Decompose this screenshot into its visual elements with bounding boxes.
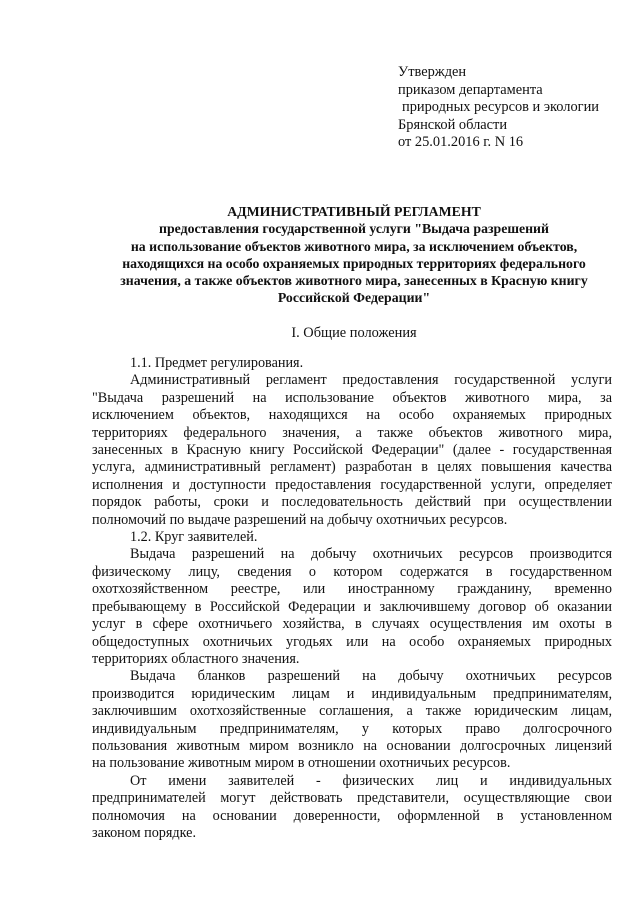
text-line: территориях областного значения. — [92, 650, 300, 667]
text-line: исключением объектов, находящихся на особо охраняемых природных — [92, 407, 612, 424]
text-line: физическому лицу, сведения о котором содержатся в государственном — [92, 563, 612, 580]
text-line: законом порядке. — [92, 824, 197, 841]
subsection-heading: 1.2. Круг заявителей. — [130, 529, 258, 546]
text-line: Выдача разрешений на добычу охотничьих ресурсов производится — [130, 546, 612, 563]
title-line: находящихся на особо охраняемых природных территориях федерального — [122, 255, 586, 271]
text-line: От имени заявителей - физических лиц и индивидуальных — [130, 772, 612, 789]
approval-line: приказом департамента — [398, 81, 543, 98]
body-text — [92, 355, 612, 842]
text-line: территориях федерального значения, а также объектов животного мира, — [92, 424, 612, 441]
approval-line: Утвержден — [398, 64, 467, 80]
approval-stamp — [398, 64, 628, 152]
text-line: предпринимателей могут действовать представители, осуществляющие свои — [92, 790, 612, 807]
title-line: значения, а также объектов животного мира, занесенных в Красную книгу — [120, 273, 588, 289]
text-line: пользования животным миром возникло на основании долгосрочных лицензий — [92, 737, 612, 754]
text-line: услуг в сфере охотничьего хозяйства, в случаях осуществления им охоты в — [92, 616, 612, 633]
title-line: на использование объектов животного мира, за исключением объектов, — [130, 238, 578, 254]
text-line: общедоступных охотничьих угодьях или на особо охраняемых природных — [92, 633, 612, 650]
approval-line: Брянской области — [398, 116, 508, 133]
text-line: пребывающему в Российской Федерации и заключившему договор об оказании — [92, 598, 612, 615]
text-line: полномочий по выдаче разрешений на добычу охотничьих ресурсов. — [92, 511, 508, 528]
text-line: производится юридическим лицам и индивидуальным предпринимателям, — [92, 685, 612, 702]
text-line: "Выдача разрешений на использование объектов животного мира, за — [92, 389, 612, 406]
section-heading: I. Общие положения — [291, 325, 417, 341]
text-line: заключившим охотхозяйственные соглашения, а также юридическим лицам, — [92, 703, 612, 720]
text-line: полномочия на основании доверенности, оформленной в установленном — [92, 807, 612, 824]
text-line: охотхозяйственном реестре, или иностранному гражданину, временно — [92, 581, 612, 598]
document-title — [84, 203, 624, 307]
subsection-heading: 1.1. Предмет регулирования. — [130, 355, 304, 371]
text-line: Выдача бланков разрешений на добычу охотничьих ресурсов — [130, 668, 612, 685]
approval-line: от 25.01.2016 г. N 16 — [398, 134, 524, 150]
text-line: занесенных в Красную книгу Российской Федерации" (далее - государственная — [92, 442, 612, 459]
text-line: исполнения и доступности предоставления государственной услуги, определяет — [92, 476, 612, 493]
text-line: индивидуальным предпринимателям, у которых право долгосрочного — [92, 720, 612, 737]
title-line: предоставления государственной услуги "Выдача разрешений — [159, 221, 549, 237]
approval-line: природных ресурсов и экологии — [402, 99, 599, 115]
title-line: Российской Федерации" — [277, 290, 431, 306]
text-line: услуга, административный регламент) разработан в целях повышения качества — [92, 459, 612, 476]
title-line: АДМИНИСТРАТИВНЫЙ РЕГЛАМЕНТ — [227, 204, 481, 219]
text-line: порядок работы, сроки и последовательность действий при осуществлении — [92, 494, 612, 511]
text-line: Административный регламент предоставления государственной услуги — [130, 372, 612, 389]
text-line: на пользование животным миром в отношении охотничьих ресурсов. — [92, 755, 511, 772]
